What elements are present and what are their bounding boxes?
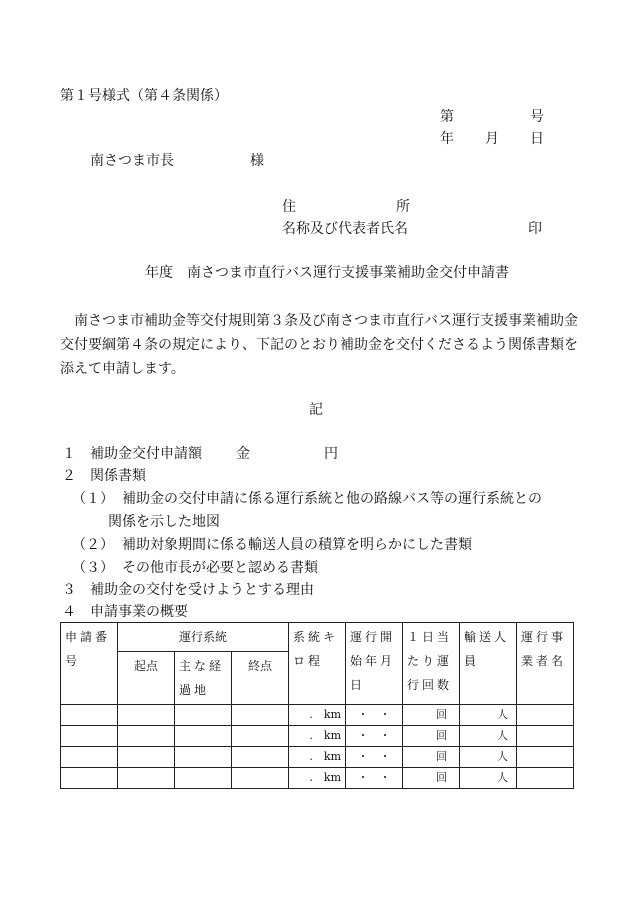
- form-id: 第１号様式（第４条関係）: [60, 88, 228, 104]
- doc-title: 年度 南さつま市直行バス運行支援事業補助金交付申請書: [145, 265, 509, 281]
- date-cell: ・ ・: [346, 747, 403, 768]
- sub3-text: その他市長が必要と認める書類: [122, 560, 318, 576]
- sub2-num: （２）: [72, 537, 114, 553]
- item1-kin: 金: [236, 446, 250, 462]
- ki-heading: 記: [309, 402, 323, 418]
- sub2-text: 補助対象期間に係る輸送人員の積算を明らかにした書類: [122, 537, 472, 553]
- km-cell: . km: [289, 726, 346, 747]
- addressee-title: 南さつま市長: [90, 153, 174, 169]
- date-cell: ・ ・: [346, 726, 403, 747]
- table-row: [61, 768, 574, 789]
- header-app-no: 申請番号: [61, 623, 118, 705]
- item1-yen: 円: [324, 446, 338, 462]
- person-cell: 人: [460, 747, 517, 768]
- sub1-num: （１）: [72, 491, 114, 507]
- number-dai: 第: [440, 109, 454, 125]
- item1-label: 補助金交付申請額: [90, 446, 202, 462]
- trip-cell: 回: [403, 768, 460, 789]
- table-row: [61, 705, 574, 726]
- item3-num: ３: [62, 582, 76, 598]
- header-origin: 起点: [118, 652, 175, 705]
- name-label: 名称及び代表者氏名: [282, 221, 408, 237]
- header-operator: 運行事業者名: [517, 623, 574, 705]
- trip-cell: 回: [403, 705, 460, 726]
- date-year: 年: [440, 131, 454, 147]
- km-cell: . km: [289, 747, 346, 768]
- date-cell: ・ ・: [346, 768, 403, 789]
- trip-cell: 回: [403, 747, 460, 768]
- table-row: [61, 747, 574, 768]
- sub1-text-b: 関係を示した地図: [108, 514, 220, 530]
- header-route: 運行系統: [118, 623, 289, 652]
- item2-num: ２: [62, 468, 76, 484]
- item1-num: １: [62, 446, 76, 462]
- km-cell: . km: [289, 705, 346, 726]
- table-row: [61, 726, 574, 747]
- number-go: 号: [530, 109, 544, 125]
- addressee-sama: 様: [250, 153, 264, 169]
- header-end: 終点: [232, 652, 289, 705]
- km-cell: . km: [289, 768, 346, 789]
- date-day: 日: [530, 131, 544, 147]
- person-cell: 人: [460, 726, 517, 747]
- address-label-a: 住: [282, 199, 296, 215]
- item2-label: 関係書類: [90, 468, 146, 484]
- sub1-text-a: 補助金の交付申請に係る運行系統と他の路線バス等の運行系統との: [122, 491, 542, 507]
- person-cell: 人: [460, 768, 517, 789]
- trip-cell: 回: [403, 726, 460, 747]
- header-start-date: 運行開始年月日: [346, 623, 403, 705]
- header-trips: １日当たり運行回数: [403, 623, 460, 705]
- item3-label: 補助金の交付を受けようとする理由: [90, 582, 314, 598]
- item4-num: ４: [62, 604, 76, 620]
- sub3-num: （３）: [72, 560, 114, 576]
- header-km: 系統キロ程: [289, 623, 346, 705]
- body-text: 南さつま市補助金等交付規則第３条及び南さつま市直行バス運行支援事業補助金交付要綱第４条の規定により、下記のとおり補助金を交付くださるよう関係書類を添えて申請します。: [60, 313, 578, 377]
- date-month: 月: [485, 131, 499, 147]
- item4-label: 申請事業の概要: [90, 604, 188, 620]
- seal-mark: 印: [528, 221, 542, 237]
- header-via: 主な経過地: [175, 652, 232, 705]
- person-cell: 人: [460, 705, 517, 726]
- summary-table: [60, 622, 574, 789]
- address-label-b: 所: [396, 199, 410, 215]
- date-cell: ・ ・: [346, 705, 403, 726]
- header-passengers: 輸送人員: [460, 623, 517, 705]
